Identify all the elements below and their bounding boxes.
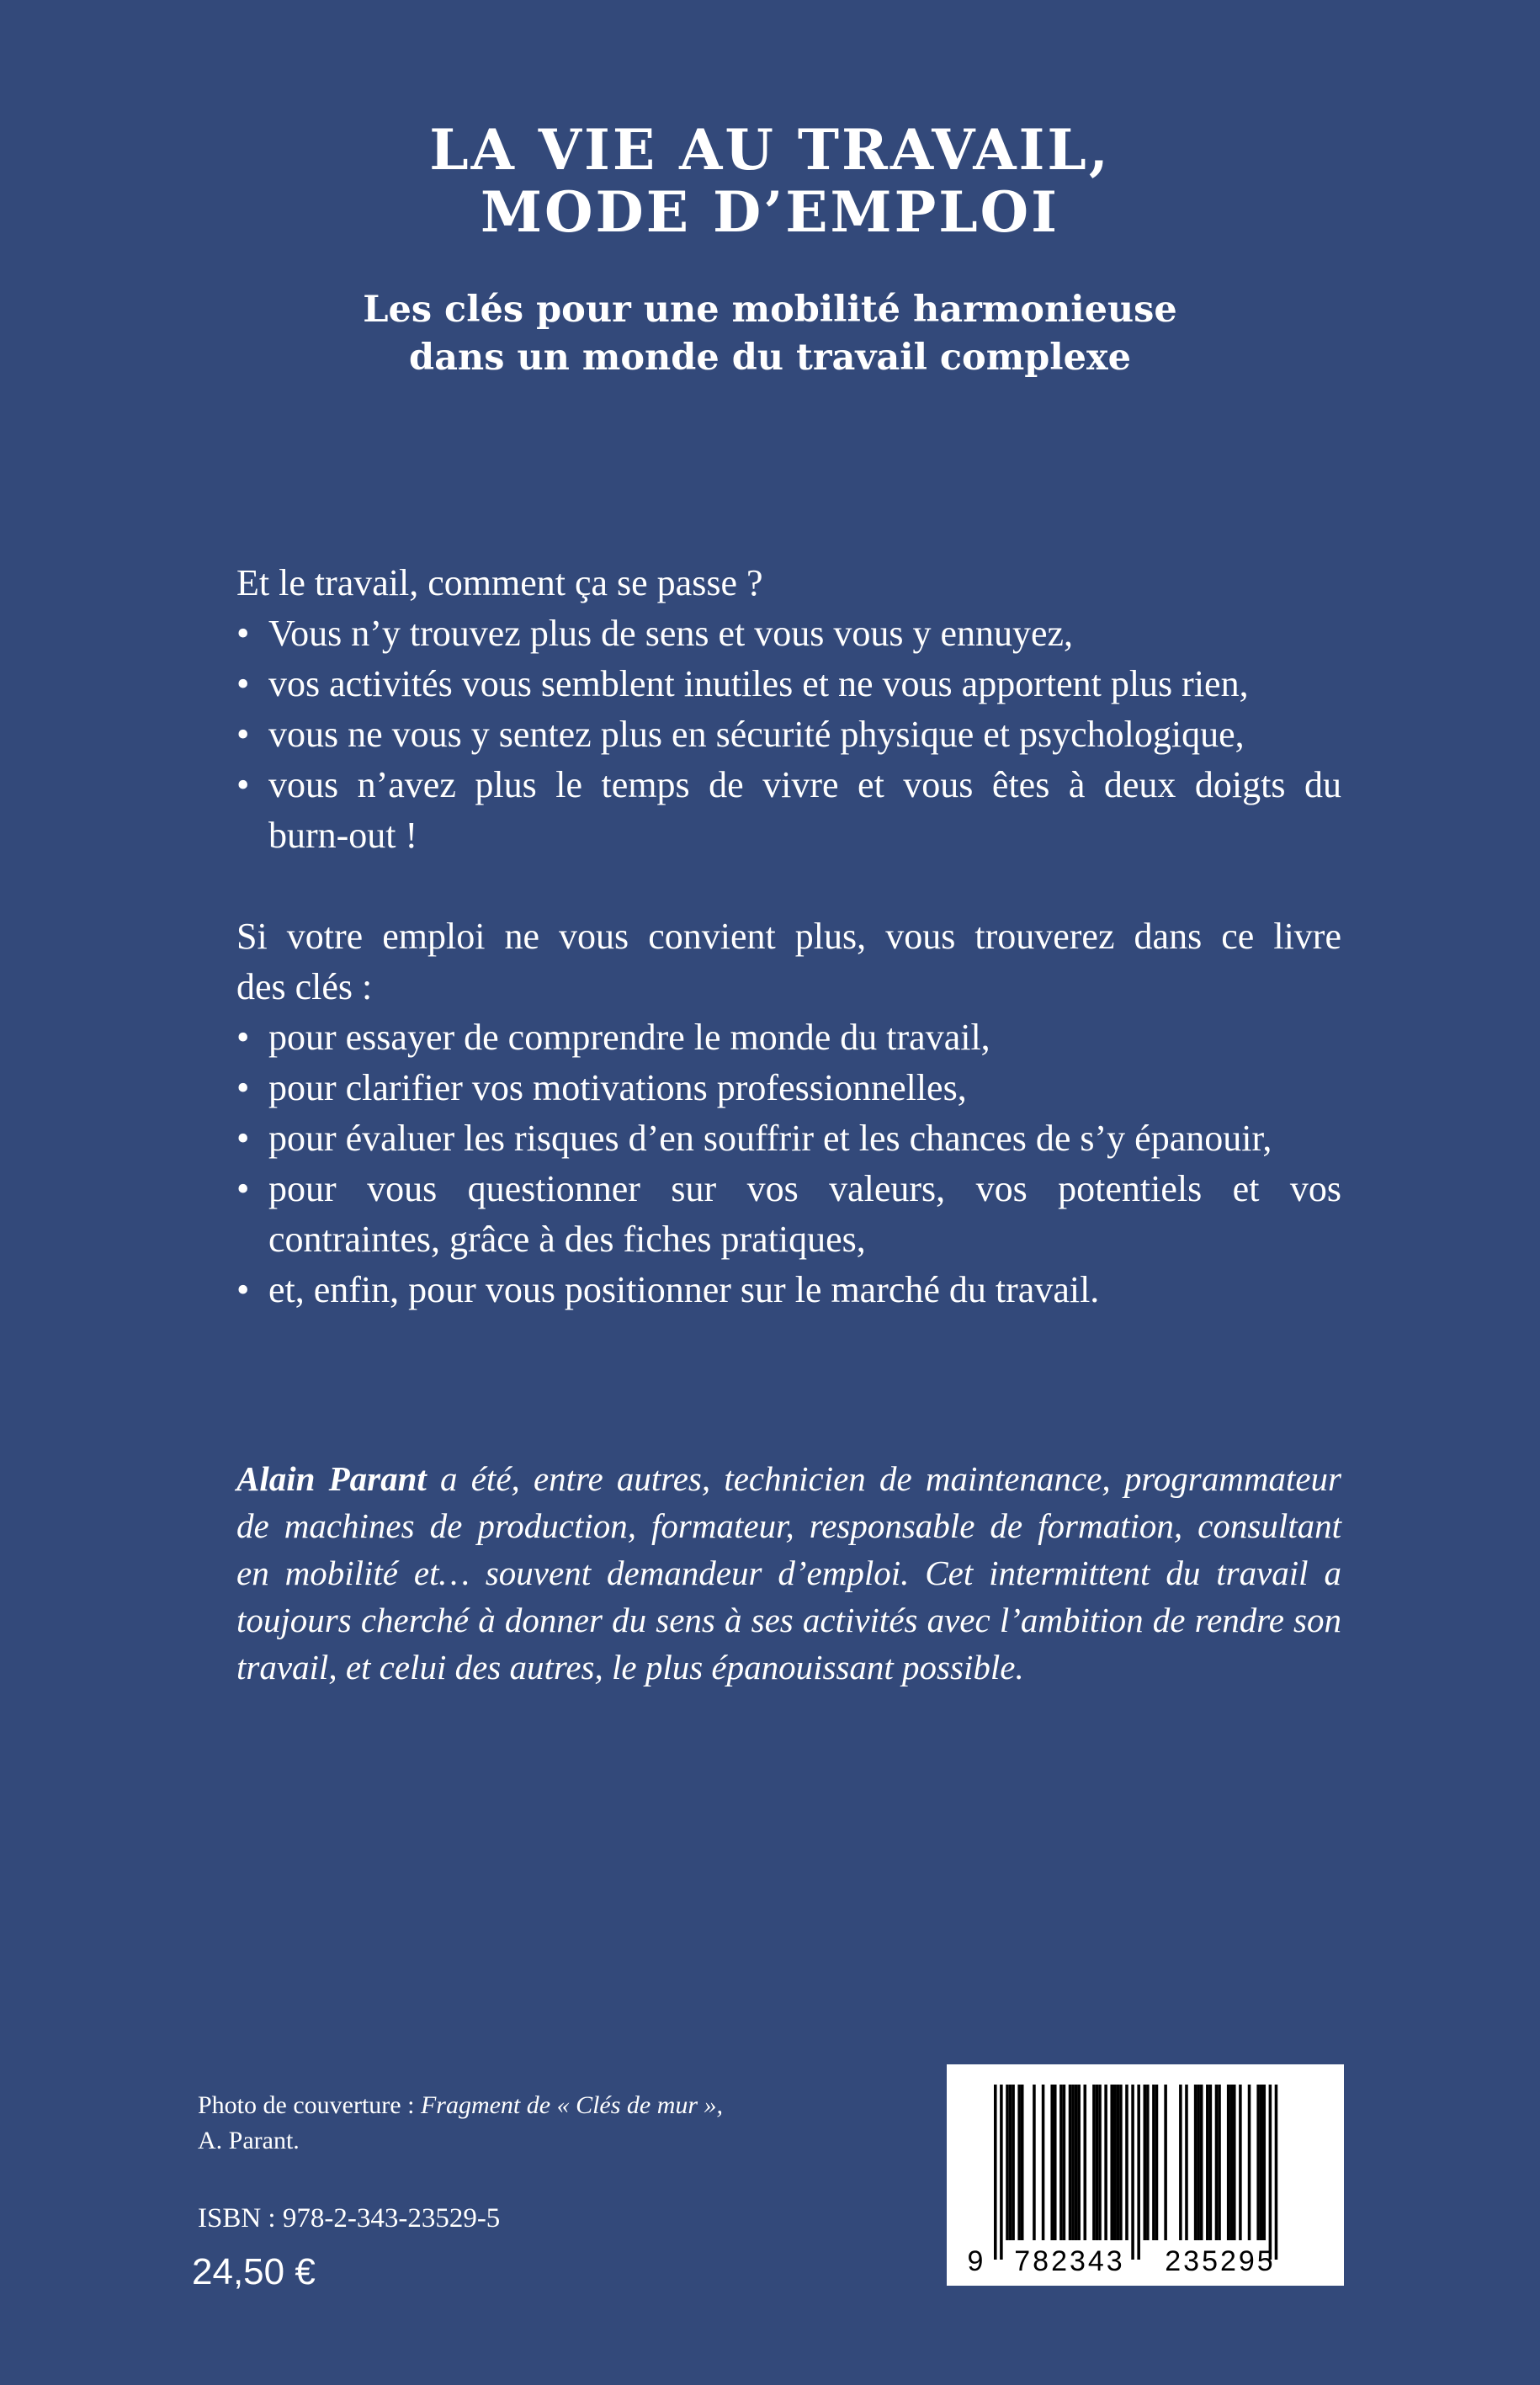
- barcode-bar: [1194, 2085, 1197, 2240]
- barcode-bar: [1098, 2085, 1102, 2240]
- barcode-bar: [1125, 2085, 1128, 2240]
- author-bio-line: de machines de production, formateur, responsable de formation, consultant: [236, 1506, 1341, 1545]
- list-item: • vos activités vous semblent inutiles et ne vous apportent plus rien,: [236, 659, 1341, 709]
- bullet-icon: •: [236, 613, 250, 654]
- author-bio-line: travail, et celui des autres, le plus épanouissant possible.: [236, 1648, 1024, 1686]
- barcode-bar: [1033, 2085, 1036, 2240]
- barcode-bar: [1263, 2085, 1267, 2240]
- barcode-bars: [994, 2085, 1277, 2260]
- book-title-line-2: MODE D’EMPLOI: [480, 179, 1060, 245]
- barcode-bar: [1012, 2085, 1015, 2240]
- barcode-bar: [1144, 2085, 1147, 2240]
- barcode-bar: [1059, 2085, 1063, 2240]
- barcode-bar: [1233, 2085, 1236, 2240]
- barcode-bar: [1206, 2085, 1209, 2240]
- book-title-line-1: LA VIE AU TRAVAIL,: [429, 117, 1111, 183]
- section-keys-intro: Si votre emploi ne vous convient plus, vous trouverez dans ce livre: [236, 916, 1341, 957]
- barcode-bar: [1000, 2085, 1003, 2260]
- barcode-bar: [1179, 2085, 1182, 2240]
- barcode-bar: [1096, 2085, 1099, 2240]
- list-item: • et, enfin, pour vous positionner sur le marché du travail.: [236, 1265, 1341, 1315]
- barcode-bar: [1042, 2085, 1045, 2240]
- barcode-bar: [1071, 2085, 1075, 2240]
- photo-credit-author: A. Parant.: [198, 2127, 300, 2154]
- list-item-continuation: contraintes, grâce à des fiches pratiques,: [268, 1219, 866, 1260]
- list-item: • Vous n’y trouvez plus de sens et vous vous y ennuyez,: [236, 608, 1341, 659]
- barcode-bar: [1152, 2085, 1155, 2240]
- barcode-first-digit: 9: [967, 2245, 984, 2277]
- photo-credit: Photo de couverture : Fragment de « Clés de mur »,: [198, 2091, 724, 2119]
- barcode-bar: [1200, 2085, 1203, 2240]
- list-item: • vous ne vous y sentez plus en sécurité physique et psychologique,: [236, 709, 1341, 760]
- bullet-icon: •: [236, 1118, 250, 1159]
- barcode-bar: [1260, 2085, 1263, 2240]
- barcode-bar: [1248, 2085, 1251, 2240]
- barcode-bar: [1185, 2085, 1188, 2240]
- barcode-bar: [1075, 2085, 1078, 2240]
- barcode-bar: [1275, 2085, 1278, 2260]
- barcode-bar: [1164, 2085, 1167, 2240]
- bullet-icon: •: [236, 714, 250, 755]
- price: 24,50 €: [192, 2251, 316, 2292]
- barcode-bar: [1131, 2085, 1134, 2260]
- barcode-bar: [1119, 2085, 1123, 2240]
- bullet-icon: •: [236, 1017, 250, 1058]
- list-item-continuation: burn-out !: [268, 815, 418, 856]
- barcode-bar: [1137, 2085, 1140, 2260]
- barcode-bar: [1054, 2085, 1057, 2240]
- barcode-bar: [1084, 2085, 1087, 2240]
- bullet-icon: •: [236, 1269, 250, 1310]
- author-bio-line: toujours cherché à donner du sens à ses activités avec l’ambition de rendre son: [236, 1601, 1341, 1639]
- barcode-bar: [1117, 2085, 1120, 2240]
- barcode-bar: [994, 2085, 997, 2260]
- section-keys-intro-end: des clés :: [236, 966, 373, 1007]
- book-subtitle-line-1: Les clés pour une mobilité harmonieuse: [363, 289, 1177, 331]
- barcode-bar: [1110, 2085, 1113, 2240]
- barcode-bar: [1063, 2085, 1066, 2240]
- barcode-graphic: [947, 2064, 1344, 2286]
- list-item: • pour essayer de comprendre le monde du travail,: [236, 1012, 1341, 1063]
- barcode-bar: [1009, 2085, 1012, 2240]
- barcode-right-digits: 235295: [1165, 2245, 1276, 2277]
- isbn: ISBN : 978-2-343-23529-5: [198, 2203, 501, 2234]
- barcode-bar: [1155, 2085, 1159, 2240]
- barcode-bar: [1269, 2085, 1272, 2260]
- barcode-bar: [1006, 2085, 1009, 2240]
- author-name: Alain Parant: [236, 1459, 427, 1498]
- barcode-bar: [1104, 2085, 1107, 2240]
- bullet-icon: •: [236, 663, 250, 704]
- list-item: • pour clarifier vos motivations professionnelles,: [236, 1063, 1341, 1113]
- barcode-bar: [1197, 2085, 1200, 2240]
- list-item: • pour évaluer les risques d’en souffrir et les chances de s’y épanouir,: [236, 1113, 1341, 1164]
- author-bio-line: Alain Parant a été, entre autres, technicien de maintenance, programmateur: [236, 1459, 1341, 1498]
- barcode-bar: [1256, 2085, 1260, 2240]
- barcode-bar: [1239, 2085, 1242, 2240]
- barcode-bar: [1227, 2085, 1230, 2240]
- bullet-icon: •: [236, 1067, 250, 1108]
- barcode-bar: [1092, 2085, 1096, 2240]
- barcode-left-digits: 782343: [1014, 2245, 1125, 2277]
- author-bio-line: en mobilité et… souvent demandeur d’emploi. Cet intermittent du travail a: [236, 1554, 1341, 1592]
- barcode-bar: [1215, 2085, 1219, 2240]
- list-item: • pour vous questionner sur vos valeurs, vos potentiels et vos: [236, 1164, 1341, 1214]
- barcode-bar: [1017, 2085, 1021, 2240]
- bullet-icon: •: [236, 764, 250, 805]
- barcode-bar: [1069, 2085, 1072, 2240]
- barcode-bar: [1113, 2085, 1117, 2240]
- book-subtitle-line-2: dans un monde du travail complexe: [409, 337, 1131, 379]
- barcode-bar: [1218, 2085, 1221, 2240]
- section-questions-intro: Et le travail, comment ça se passe ?: [236, 562, 763, 603]
- list-item: • vous n’avez plus le temps de vivre et vous êtes à deux doigts du: [236, 760, 1341, 810]
- barcode-bar: [1209, 2085, 1213, 2240]
- barcode: [947, 2064, 1344, 2286]
- barcode-bar: [1021, 2085, 1024, 2240]
- barcode-bar: [1229, 2085, 1233, 2240]
- barcode-bar: [1050, 2085, 1054, 2240]
- barcode-bar: [1146, 2085, 1150, 2240]
- barcode-bar: [1077, 2085, 1081, 2240]
- bullet-icon: •: [236, 1168, 250, 1209]
